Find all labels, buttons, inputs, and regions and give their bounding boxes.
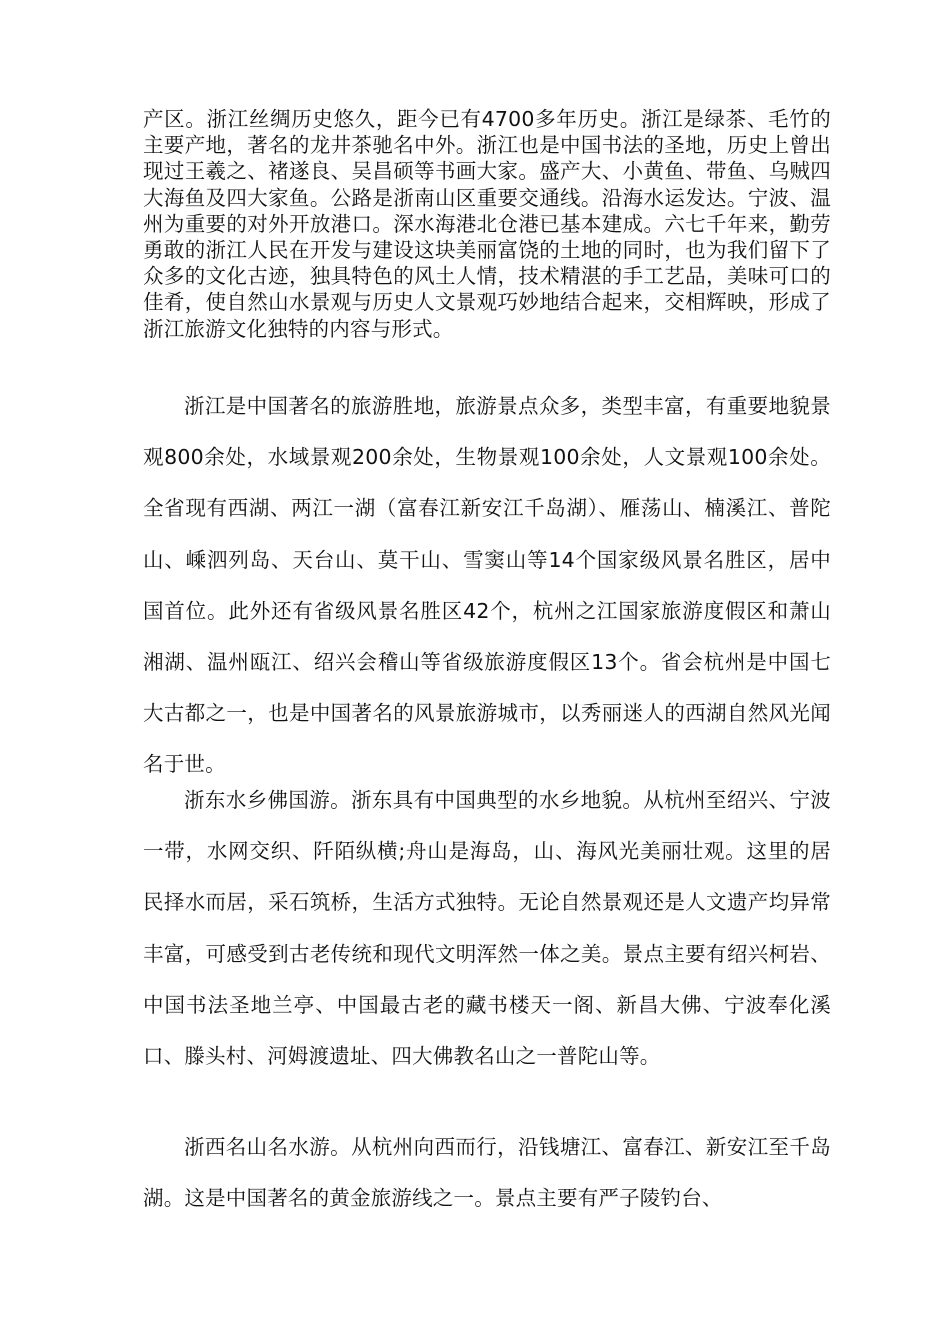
paragraph-east-zhejiang-tour: 浙东水乡佛国游。浙东具有中国典型的水乡地貌。从杭州至绍兴、宁波一带，水网交织、阡陌纵横;舟山是海岛，山、海风光美丽壮观。这里的居民择水而居，采石筑桥，生活方式独特。无论自然景观还是人文遗产均异常丰富，可感受到古老传统和现代文明浑然一体之美。景点主要有绍兴柯岩、中国书法圣地兰亭、中国最古老的藏书楼天一阁、新昌大佛、宁波奉化溪口、滕头村、河姆渡遗址、四大佛教名山之一普陀山等。 xyxy=(143,788,831,1069)
paragraph-tourism-resources: 浙江是中国著名的旅游胜地，旅游景点众多，类型丰富，有重要地貌景观800余处，水域景观200余处，生物景观100余处，人文景观100余处。全省现有西湖、两江一湖（富春江新安江千岛湖）、雁荡山、楠溪江、普陀山、嵊泗列岛、天台山、莫干山、雪窦山等14个国家级风景名胜区，居中国首位。此外还有省级风景名胜区42个，杭州之江国家旅游度假区和萧山湘湖、温州瓯江、绍兴会稽山等省级旅游度假区13个。省会杭州是中国七大古都之一，也是中国著名的风景旅游城市，以秀丽迷人的西湖自然风光闻名于世。 xyxy=(143,394,831,777)
paragraph-west-zhejiang-tour: 浙西名山名水游。从杭州向西而行，沿钱塘江、富春江、新安江至千岛湖。这是中国著名的黄金旅游线之一。景点主要有严子陵钓台、 xyxy=(143,1135,831,1211)
paragraph-zhejiang-overview: 产区。浙江丝绸历史悠久，距今已有4700多年历史。浙江是绿茶、毛竹的主要产地，著名的龙井茶驰名中外。浙江也是中国书法的圣地，历史上曾出现过王羲之、褚遂良、吴昌硕等书画大家。盛产大、小黄鱼、带鱼、乌贼四大海鱼及四大家鱼。公路是浙南山区重要交通线。沿海水运发达。宁波、温州为重要的对外开放港口。深水海港北仓港已基本建成。六七千年来，勤劳勇敢的浙江人民在开发与建设这块美丽富饶的土地的同时，也为我们留下了众多的文化古迹，独具特色的风土人情，技术精湛的手工艺品，美味可口的佳肴，使自然山水景观与历史人文景观巧妙地结合起来，交相辉映，形成了浙江旅游文化独特的内容与形式。 xyxy=(143,107,831,341)
